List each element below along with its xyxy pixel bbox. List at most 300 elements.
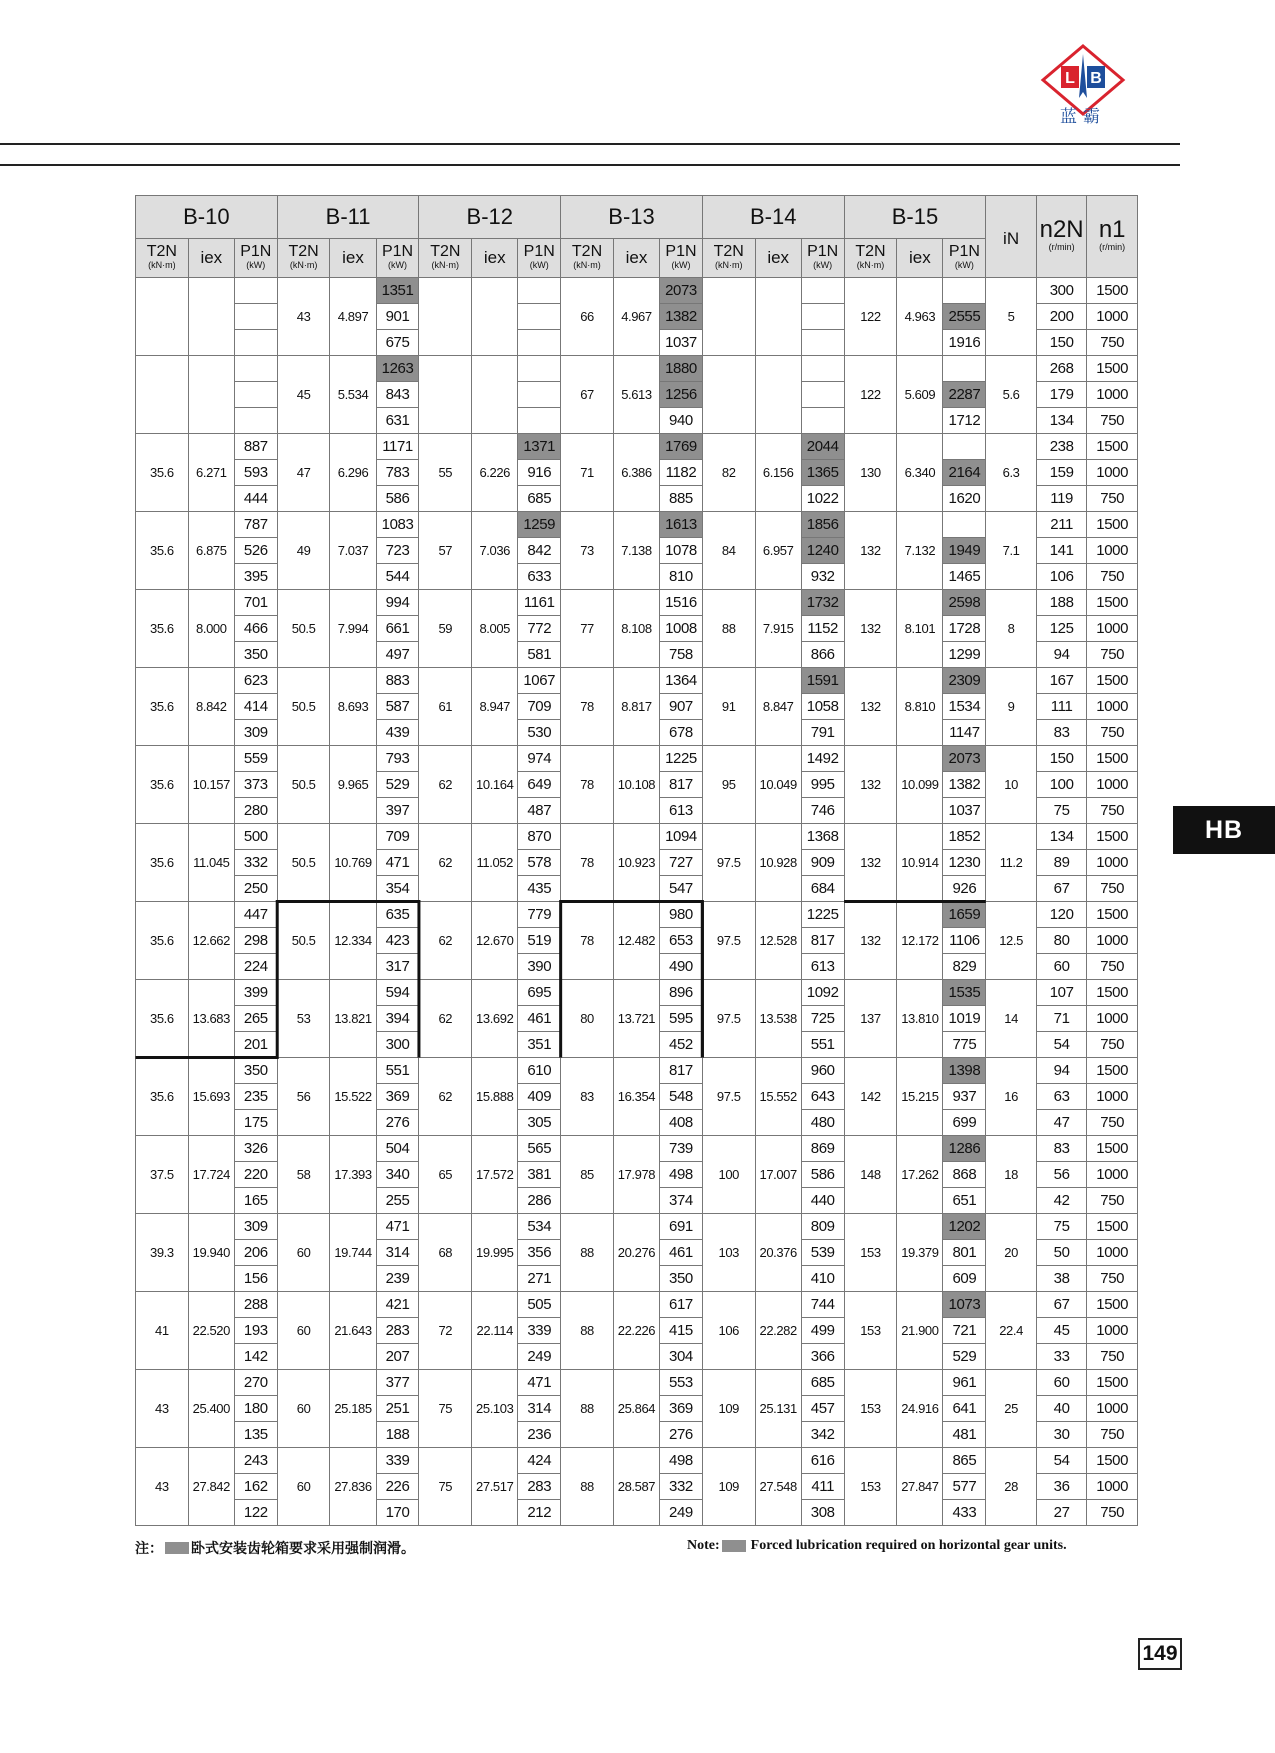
iex-header [188, 239, 234, 278]
p1n-cell: 480 [801, 1110, 844, 1136]
n2n-cell: 94 [1036, 642, 1087, 668]
p1n-cell: 887 [234, 434, 277, 460]
t2n-cell: 97.5 [702, 902, 755, 980]
p1n-cell [801, 304, 844, 330]
t2n-cell: 78 [561, 746, 614, 824]
n2n-cell: 45 [1036, 1318, 1087, 1344]
n1-cell: 750 [1087, 1188, 1138, 1214]
n1-cell: 750 [1087, 954, 1138, 980]
n1-cell: 750 [1087, 486, 1138, 512]
n2n-cell: 75 [1036, 1214, 1087, 1240]
table-row [136, 590, 1138, 616]
p1n-cell: 779 [518, 902, 561, 928]
p1n-cell: 314 [376, 1240, 419, 1266]
p1n-cell: 447 [234, 902, 277, 928]
p1n-cell [801, 382, 844, 408]
iex-header [755, 239, 801, 278]
t2n-cell: 72 [419, 1292, 472, 1370]
iex-cell: 17.393 [330, 1136, 376, 1214]
p1n-cell: 744 [801, 1292, 844, 1318]
iex-cell: 7.915 [755, 590, 801, 668]
iex-cell: 10.769 [330, 824, 376, 902]
iex-cell: 4.963 [897, 278, 943, 356]
p1n-cell: 381 [518, 1162, 561, 1188]
p1n-cell: 498 [660, 1448, 703, 1474]
p1n-cell: 224 [234, 954, 277, 980]
p1n-cell: 739 [660, 1136, 703, 1162]
p1n-cell: 865 [943, 1448, 986, 1474]
t2n-cell: 78 [561, 824, 614, 902]
p1n-cell: 354 [376, 876, 419, 902]
t2n-cell: 60 [277, 1370, 330, 1448]
p1n-cell: 1037 [943, 798, 986, 824]
table-row [136, 1214, 1138, 1240]
p1n-cell: 433 [943, 1500, 986, 1526]
p1n-cell: 452 [660, 1032, 703, 1058]
iex-cell: 15.888 [472, 1058, 518, 1136]
t2n-cell: 132 [844, 824, 897, 902]
in-cell: 5 [986, 278, 1037, 356]
iex-cell: 9.965 [330, 746, 376, 824]
table-row [136, 1058, 1138, 1084]
model-header-b-13: B-13 [561, 196, 703, 239]
p1n-cell: 1365 [801, 460, 844, 486]
p1n-cell: 937 [943, 1084, 986, 1110]
n2n-header [1036, 196, 1087, 278]
t2n-header [419, 239, 472, 278]
n2n-cell: 50 [1036, 1240, 1087, 1266]
p1n-cell: 366 [801, 1344, 844, 1370]
p1n-cell: 801 [943, 1240, 986, 1266]
svg-text:B: B [1090, 70, 1102, 87]
iex-cell: 15.552 [755, 1058, 801, 1136]
p1n-cell: 699 [943, 1110, 986, 1136]
p1n-cell: 594 [376, 980, 419, 1006]
n1-cell: 1500 [1087, 746, 1138, 772]
in-cell: 14 [986, 980, 1037, 1058]
iex-cell: 13.538 [755, 980, 801, 1058]
n1-header-label [1098, 215, 1126, 252]
p1n-cell: 1259 [518, 512, 561, 538]
p1n-header [376, 239, 419, 278]
p1n-cell: 1230 [943, 850, 986, 876]
p1n-cell: 1613 [660, 512, 703, 538]
n1-cell: 1000 [1087, 460, 1138, 486]
t2n-cell: 61 [419, 668, 472, 746]
p1n-unit: (kW) [529, 259, 549, 270]
t2n-cell: 97.5 [702, 1058, 755, 1136]
p1n-cell: 170 [376, 1500, 419, 1526]
iex-cell: 13.721 [613, 980, 659, 1058]
p1n-label: P1N [523, 242, 555, 260]
iex-cell: 8.693 [330, 668, 376, 746]
p1n-cell: 684 [801, 876, 844, 902]
iex-cell: 25.400 [188, 1370, 234, 1448]
n1-cell: 1500 [1087, 356, 1138, 382]
t2n-cell: 35.6 [136, 512, 189, 590]
p1n-cell: 2164 [943, 460, 986, 486]
p1n-cell: 868 [943, 1162, 986, 1188]
p1n-cell: 377 [376, 1370, 419, 1396]
iex-label: iex [767, 247, 790, 267]
p1n-cell: 553 [660, 1370, 703, 1396]
n1-cell: 1500 [1087, 1448, 1138, 1474]
p1n-cell: 180 [234, 1396, 277, 1422]
p1n-cell: 685 [518, 486, 561, 512]
t2n-cell: 66 [561, 278, 614, 356]
model-header-b-10: B-10 [136, 196, 278, 239]
p1n-cell: 1712 [943, 408, 986, 434]
p1n-cell: 529 [943, 1344, 986, 1370]
p1n-cell: 653 [660, 928, 703, 954]
p1n-cell: 409 [518, 1084, 561, 1110]
n2n-cell: 179 [1036, 382, 1087, 408]
p1n-cell: 339 [518, 1318, 561, 1344]
iex-cell: 6.875 [188, 512, 234, 590]
p1n-cell: 424 [518, 1448, 561, 1474]
p1n-cell: 300 [376, 1032, 419, 1058]
p1n-cell: 135 [234, 1422, 277, 1448]
iex-cell: 12.670 [472, 902, 518, 980]
p1n-cell: 236 [518, 1422, 561, 1448]
t2n-cell: 62 [419, 1058, 472, 1136]
t2n-cell: 88 [561, 1214, 614, 1292]
t2n-cell: 142 [844, 1058, 897, 1136]
p1n-cell: 439 [376, 720, 419, 746]
iex-cell [472, 278, 518, 356]
p1n-cell: 249 [518, 1344, 561, 1370]
iex-cell: 17.007 [755, 1136, 801, 1214]
p1n-unit: (kW) [388, 259, 408, 270]
n1-cell: 1000 [1087, 928, 1138, 954]
n2n-cell: 54 [1036, 1032, 1087, 1058]
p1n-cell: 783 [376, 460, 419, 486]
p1n-cell [801, 278, 844, 304]
p1n-cell [518, 356, 561, 382]
n2n-cell: 40 [1036, 1396, 1087, 1422]
n1-cell: 1000 [1087, 304, 1138, 330]
p1n-cell: 787 [234, 512, 277, 538]
n2n-cell: 134 [1036, 408, 1087, 434]
iex-label: iex [342, 247, 364, 267]
shade-swatch-cn [165, 1542, 189, 1554]
t2n-cell: 103 [702, 1214, 755, 1292]
p1n-cell: 122 [234, 1500, 277, 1526]
n2n-cell: 30 [1036, 1422, 1087, 1448]
p1n-cell: 1073 [943, 1292, 986, 1318]
t2n-cell: 62 [419, 746, 472, 824]
in-cell: 11.2 [986, 824, 1037, 902]
t2n-cell: 35.6 [136, 590, 189, 668]
p1n-cell: 633 [518, 564, 561, 590]
n2n-cell: 27 [1036, 1500, 1087, 1526]
n1-cell: 1500 [1087, 1292, 1138, 1318]
n2n-cell: 60 [1036, 954, 1087, 980]
iex-cell: 27.847 [897, 1448, 943, 1526]
p1n-cell: 340 [376, 1162, 419, 1188]
t2n-cell: 132 [844, 746, 897, 824]
t2n-cell: 50.5 [277, 590, 330, 668]
n2n-cell: 42 [1036, 1188, 1087, 1214]
p1n-cell: 610 [518, 1058, 561, 1084]
p1n-cell: 1037 [660, 330, 703, 356]
in-cell: 22.4 [986, 1292, 1037, 1370]
t2n-cell [419, 356, 472, 434]
t2n-cell: 43 [136, 1448, 189, 1526]
p1n-cell: 758 [660, 642, 703, 668]
n1-cell: 1000 [1087, 616, 1138, 642]
p1n-cell: 577 [943, 1474, 986, 1500]
model-header-b-15: B-15 [844, 196, 986, 239]
p1n-cell: 421 [376, 1292, 419, 1318]
p1n-cell: 810 [660, 564, 703, 590]
p1n-cell: 926 [943, 876, 986, 902]
p1n-cell: 534 [518, 1214, 561, 1240]
p1n-cell: 201 [234, 1032, 277, 1058]
n2n-cell: 150 [1036, 746, 1087, 772]
p1n-cell [234, 356, 277, 382]
n1-cell: 1000 [1087, 850, 1138, 876]
t2n-unit: (kN·m) [856, 259, 885, 270]
iex-cell: 8.810 [897, 668, 943, 746]
iex-cell: 10.049 [755, 746, 801, 824]
p1n-cell: 1398 [943, 1058, 986, 1084]
p1n-cell: 940 [660, 408, 703, 434]
n1-cell: 750 [1087, 642, 1138, 668]
p1n-cell: 276 [660, 1422, 703, 1448]
n2n-cell: 54 [1036, 1448, 1087, 1474]
t2n-cell: 132 [844, 590, 897, 668]
p1n-cell: 709 [518, 694, 561, 720]
p1n-cell: 1058 [801, 694, 844, 720]
p1n-cell: 1106 [943, 928, 986, 954]
p1n-cell [943, 356, 986, 382]
n1-cell: 750 [1087, 1344, 1138, 1370]
p1n-unit: (kW) [954, 259, 974, 270]
iex-cell: 15.215 [897, 1058, 943, 1136]
t2n-cell: 84 [702, 512, 755, 590]
t2n-cell: 50.5 [277, 746, 330, 824]
p1n-cell: 423 [376, 928, 419, 954]
p1n-cell: 1147 [943, 720, 986, 746]
n1-cell: 1500 [1087, 1214, 1138, 1240]
n2n-cell: 268 [1036, 356, 1087, 382]
n2n-label: n2N [1039, 215, 1084, 243]
iex-cell: 8.108 [613, 590, 659, 668]
t2n-cell: 35.6 [136, 668, 189, 746]
p1n-cell: 870 [518, 824, 561, 850]
iex-header [330, 239, 376, 278]
p1n-cell: 308 [801, 1500, 844, 1526]
iex-cell: 22.114 [472, 1292, 518, 1370]
p1n-cell: 356 [518, 1240, 561, 1266]
model-header-b-11: B-11 [277, 196, 419, 239]
n1-cell: 1500 [1087, 1058, 1138, 1084]
t2n-cell: 35.6 [136, 1058, 189, 1136]
p1n-cell: 207 [376, 1344, 419, 1370]
t2n-header [277, 239, 330, 278]
table-row [136, 902, 1138, 928]
p1n-cell: 651 [943, 1188, 986, 1214]
n1-cell: 1500 [1087, 278, 1138, 304]
p1n-cell: 339 [376, 1448, 419, 1474]
iex-cell: 22.226 [613, 1292, 659, 1370]
p1n-cell: 309 [234, 1214, 277, 1240]
t2n-cell: 59 [419, 590, 472, 668]
iex-cell: 12.334 [330, 902, 376, 980]
in-cell: 8 [986, 590, 1037, 668]
p1n-cell: 471 [376, 1214, 419, 1240]
p1n-cell [518, 408, 561, 434]
iex-cell: 27.548 [755, 1448, 801, 1526]
p1n-cell: 471 [518, 1370, 561, 1396]
p1n-cell: 559 [234, 746, 277, 772]
p1n-cell [234, 382, 277, 408]
p1n-cell: 206 [234, 1240, 277, 1266]
p1n-cell: 350 [234, 1058, 277, 1084]
n1-cell: 1500 [1087, 512, 1138, 538]
in-cell: 10 [986, 746, 1037, 824]
t2n-header [844, 239, 897, 278]
p1n-cell: 1299 [943, 642, 986, 668]
t2n-cell: 137 [844, 980, 897, 1058]
iex-cell: 13.810 [897, 980, 943, 1058]
p1n-cell: 1022 [801, 486, 844, 512]
n2n-cell: 119 [1036, 486, 1087, 512]
iex-cell: 8.000 [188, 590, 234, 668]
iex-cell: 17.978 [613, 1136, 659, 1214]
t2n-cell: 122 [844, 356, 897, 434]
n1-cell: 1000 [1087, 694, 1138, 720]
note-cn [135, 1538, 415, 1558]
p1n-cell: 793 [376, 746, 419, 772]
n1-cell: 750 [1087, 408, 1138, 434]
iex-cell: 10.157 [188, 746, 234, 824]
t2n-cell: 58 [277, 1136, 330, 1214]
iex-cell [188, 278, 234, 356]
t2n-cell: 62 [419, 902, 472, 980]
p1n-cell: 1852 [943, 824, 986, 850]
t2n-cell: 56 [277, 1058, 330, 1136]
p1n-label: P1N [381, 242, 414, 260]
n2n-cell: 100 [1036, 772, 1087, 798]
n1-cell: 750 [1087, 1266, 1138, 1292]
n1-cell: 1000 [1087, 1084, 1138, 1110]
p1n-cell: 1535 [943, 980, 986, 1006]
p1n-cell: 188 [376, 1422, 419, 1448]
t2n-cell: 109 [702, 1370, 755, 1448]
in-header [986, 196, 1037, 278]
n1-cell: 1000 [1087, 1240, 1138, 1266]
p1n-cell [943, 434, 986, 460]
iex-cell: 12.662 [188, 902, 234, 980]
in-cell: 20 [986, 1214, 1037, 1292]
p1n-cell: 500 [234, 824, 277, 850]
p1n-cell [234, 278, 277, 304]
p1n-cell: 548 [660, 1084, 703, 1110]
iex-cell: 13.683 [188, 980, 234, 1058]
n1-cell: 1000 [1087, 1396, 1138, 1422]
header-rule-bottom [0, 164, 1180, 166]
p1n-cell: 250 [234, 876, 277, 902]
t2n-cell: 57 [419, 512, 472, 590]
n1-cell: 1000 [1087, 1162, 1138, 1188]
n1-cell: 1000 [1087, 1474, 1138, 1500]
t2n-unit: (kN·m) [573, 259, 601, 270]
t2n-cell: 73 [561, 512, 614, 590]
p1n-cell: 866 [801, 642, 844, 668]
p1n-cell: 314 [518, 1396, 561, 1422]
iex-cell: 6.271 [188, 434, 234, 512]
p1n-cell: 974 [518, 746, 561, 772]
n1-cell: 1000 [1087, 772, 1138, 798]
p1n-cell [518, 278, 561, 304]
p1n-unit: (kW) [671, 259, 691, 270]
p1n-cell: 165 [234, 1188, 277, 1214]
t2n-cell: 100 [702, 1136, 755, 1214]
p1n-cell: 1256 [660, 382, 703, 408]
n2n-cell: 111 [1036, 694, 1087, 720]
p1n-cell: 1368 [801, 824, 844, 850]
iex-cell: 8.947 [472, 668, 518, 746]
table-row [136, 824, 1138, 850]
p1n-cell: 332 [660, 1474, 703, 1500]
p1n-cell: 842 [518, 538, 561, 564]
t2n-cell: 132 [844, 902, 897, 980]
p1n-cell: 332 [234, 850, 277, 876]
t2n-cell: 75 [419, 1370, 472, 1448]
p1n-cell: 220 [234, 1162, 277, 1188]
p1n-cell: 661 [376, 616, 419, 642]
t2n-header [136, 239, 189, 278]
p1n-cell: 1728 [943, 616, 986, 642]
p1n-cell: 595 [660, 1006, 703, 1032]
iex-cell [755, 278, 801, 356]
t2n-unit: (kN·m) [431, 259, 460, 270]
p1n-cell: 317 [376, 954, 419, 980]
n2n-cell: 141 [1036, 538, 1087, 564]
note-en-prefix: Note: [687, 1538, 720, 1553]
iex-cell: 15.693 [188, 1058, 234, 1136]
p1n-cell: 1769 [660, 434, 703, 460]
t2n-cell: 80 [561, 980, 614, 1058]
n1-label: n1 [1098, 215, 1126, 243]
p1n-cell: 342 [801, 1422, 844, 1448]
p1n-cell: 1008 [660, 616, 703, 642]
n2n-cell: 167 [1036, 668, 1087, 694]
t2n-cell: 153 [844, 1214, 897, 1292]
iex-cell: 5.609 [897, 356, 943, 434]
iex-cell: 10.923 [613, 824, 659, 902]
p1n-cell: 499 [801, 1318, 844, 1344]
p1n-cell: 609 [943, 1266, 986, 1292]
iex-cell: 4.967 [613, 278, 659, 356]
n2n-cell: 238 [1036, 434, 1087, 460]
iex-cell: 11.045 [188, 824, 234, 902]
table-row [136, 980, 1138, 1006]
in-cell: 6.3 [986, 434, 1037, 512]
t2n-cell: 88 [702, 590, 755, 668]
p1n-cell: 551 [801, 1032, 844, 1058]
p1n-cell: 414 [234, 694, 277, 720]
t2n-cell: 43 [277, 278, 330, 356]
p1n-cell: 1225 [660, 746, 703, 772]
t2n-cell: 41 [136, 1292, 189, 1370]
page-number: 149 [1138, 1638, 1182, 1670]
n2n-cell: 134 [1036, 824, 1087, 850]
p1n-cell: 1286 [943, 1136, 986, 1162]
p1n-cell: 466 [234, 616, 277, 642]
